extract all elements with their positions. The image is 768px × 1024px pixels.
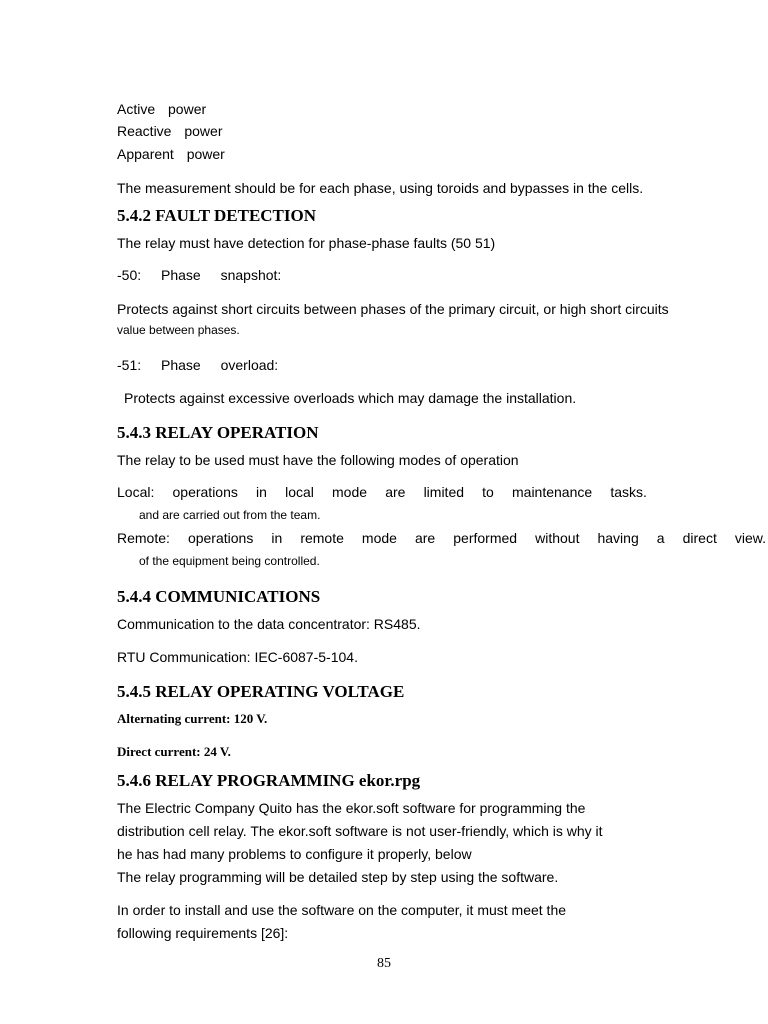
word: operations xyxy=(187,530,254,546)
word: remote xyxy=(300,530,344,546)
word: to xyxy=(482,484,494,500)
remote-mode-cont: of the equipment being controlled. xyxy=(139,554,320,568)
word: tasks. xyxy=(610,484,647,500)
word: mode xyxy=(332,484,368,500)
relay-operation-intro: The relay to be used must have the following modes of operation xyxy=(117,452,519,468)
remote-mode-line xyxy=(117,530,766,547)
item-50-desc-line1: Protects against short circuits between phases of the primary circuit, or high short circuits xyxy=(117,301,669,317)
voltage-dc: Direct current: 24 V. xyxy=(117,744,231,759)
word: having xyxy=(597,530,639,546)
word: direct xyxy=(682,530,717,546)
word: in xyxy=(256,484,267,500)
word: maintenance xyxy=(512,484,593,500)
word: Remote: xyxy=(117,530,170,546)
voltage-ac: Alternating current: 120 V. xyxy=(117,711,268,726)
programming-para1-line3: he has had many problems to configure it properly, below xyxy=(117,846,472,862)
word: in xyxy=(271,530,283,546)
programming-para1-line2: distribution cell relay. The ekor.soft software is not user-friendly, which is why it xyxy=(117,823,603,839)
word: are xyxy=(385,484,406,500)
power-item-reactive: Reactive power xyxy=(117,123,223,139)
local-mode-line xyxy=(117,484,647,501)
programming-para1-line1: The Electric Company Quito has the ekor.soft software for programming the xyxy=(117,800,586,816)
section-heading-communications: 5.4.4 COMMUNICATIONS xyxy=(117,587,321,606)
item-50-desc-line2: value between phases. xyxy=(117,323,240,337)
word: mode xyxy=(361,530,397,546)
section-heading-relay-operation: 5.4.3 RELAY OPERATION xyxy=(117,423,319,442)
word: local xyxy=(285,484,314,500)
local-mode-cont: and are carried out from the team. xyxy=(139,508,321,522)
measurement-note: The measurement should be for each phase, using toroids and bypasses in the cells. xyxy=(117,180,644,196)
section-heading-relay-programming: 5.4.6 RELAY PROGRAMMING ekor.rpg xyxy=(117,771,421,790)
fault-detection-intro: The relay must have detection for phase-phase faults (50 51) xyxy=(117,235,496,251)
page-number: 85 xyxy=(377,956,391,971)
power-item-apparent: Apparent power xyxy=(117,146,225,162)
section-heading-fault-detection: 5.4.2 FAULT DETECTION xyxy=(117,206,317,225)
programming-para2-line2: following requirements [26]: xyxy=(117,925,289,941)
programming-para2-line1: In order to install and use the software on the computer, it must meet the xyxy=(117,902,567,918)
word: limited xyxy=(423,484,465,500)
word: are xyxy=(414,530,436,546)
word: without xyxy=(535,530,580,546)
section-heading-operating-voltage: 5.4.5 RELAY OPERATING VOLTAGE xyxy=(117,682,405,701)
word: view. xyxy=(734,530,766,546)
power-item-active: Active power xyxy=(117,101,207,117)
word: performed xyxy=(453,530,518,546)
word: Local: xyxy=(117,484,155,500)
word: a xyxy=(656,530,665,546)
item-51-desc: Protects against excessive overloads which may damage the installation. xyxy=(124,390,577,406)
communications-line2: RTU Communication: IEC-6087-5-104. xyxy=(117,649,358,665)
word: operations xyxy=(172,484,238,500)
programming-para1-line4: The relay programming will be detailed step by step using the software. xyxy=(117,869,559,885)
item-50-title: -50: Phase snapshot: xyxy=(117,267,282,283)
communications-line1: Communication to the data concentrator: RS485. xyxy=(117,616,421,632)
item-51-title: -51: Phase overload: xyxy=(117,357,279,373)
